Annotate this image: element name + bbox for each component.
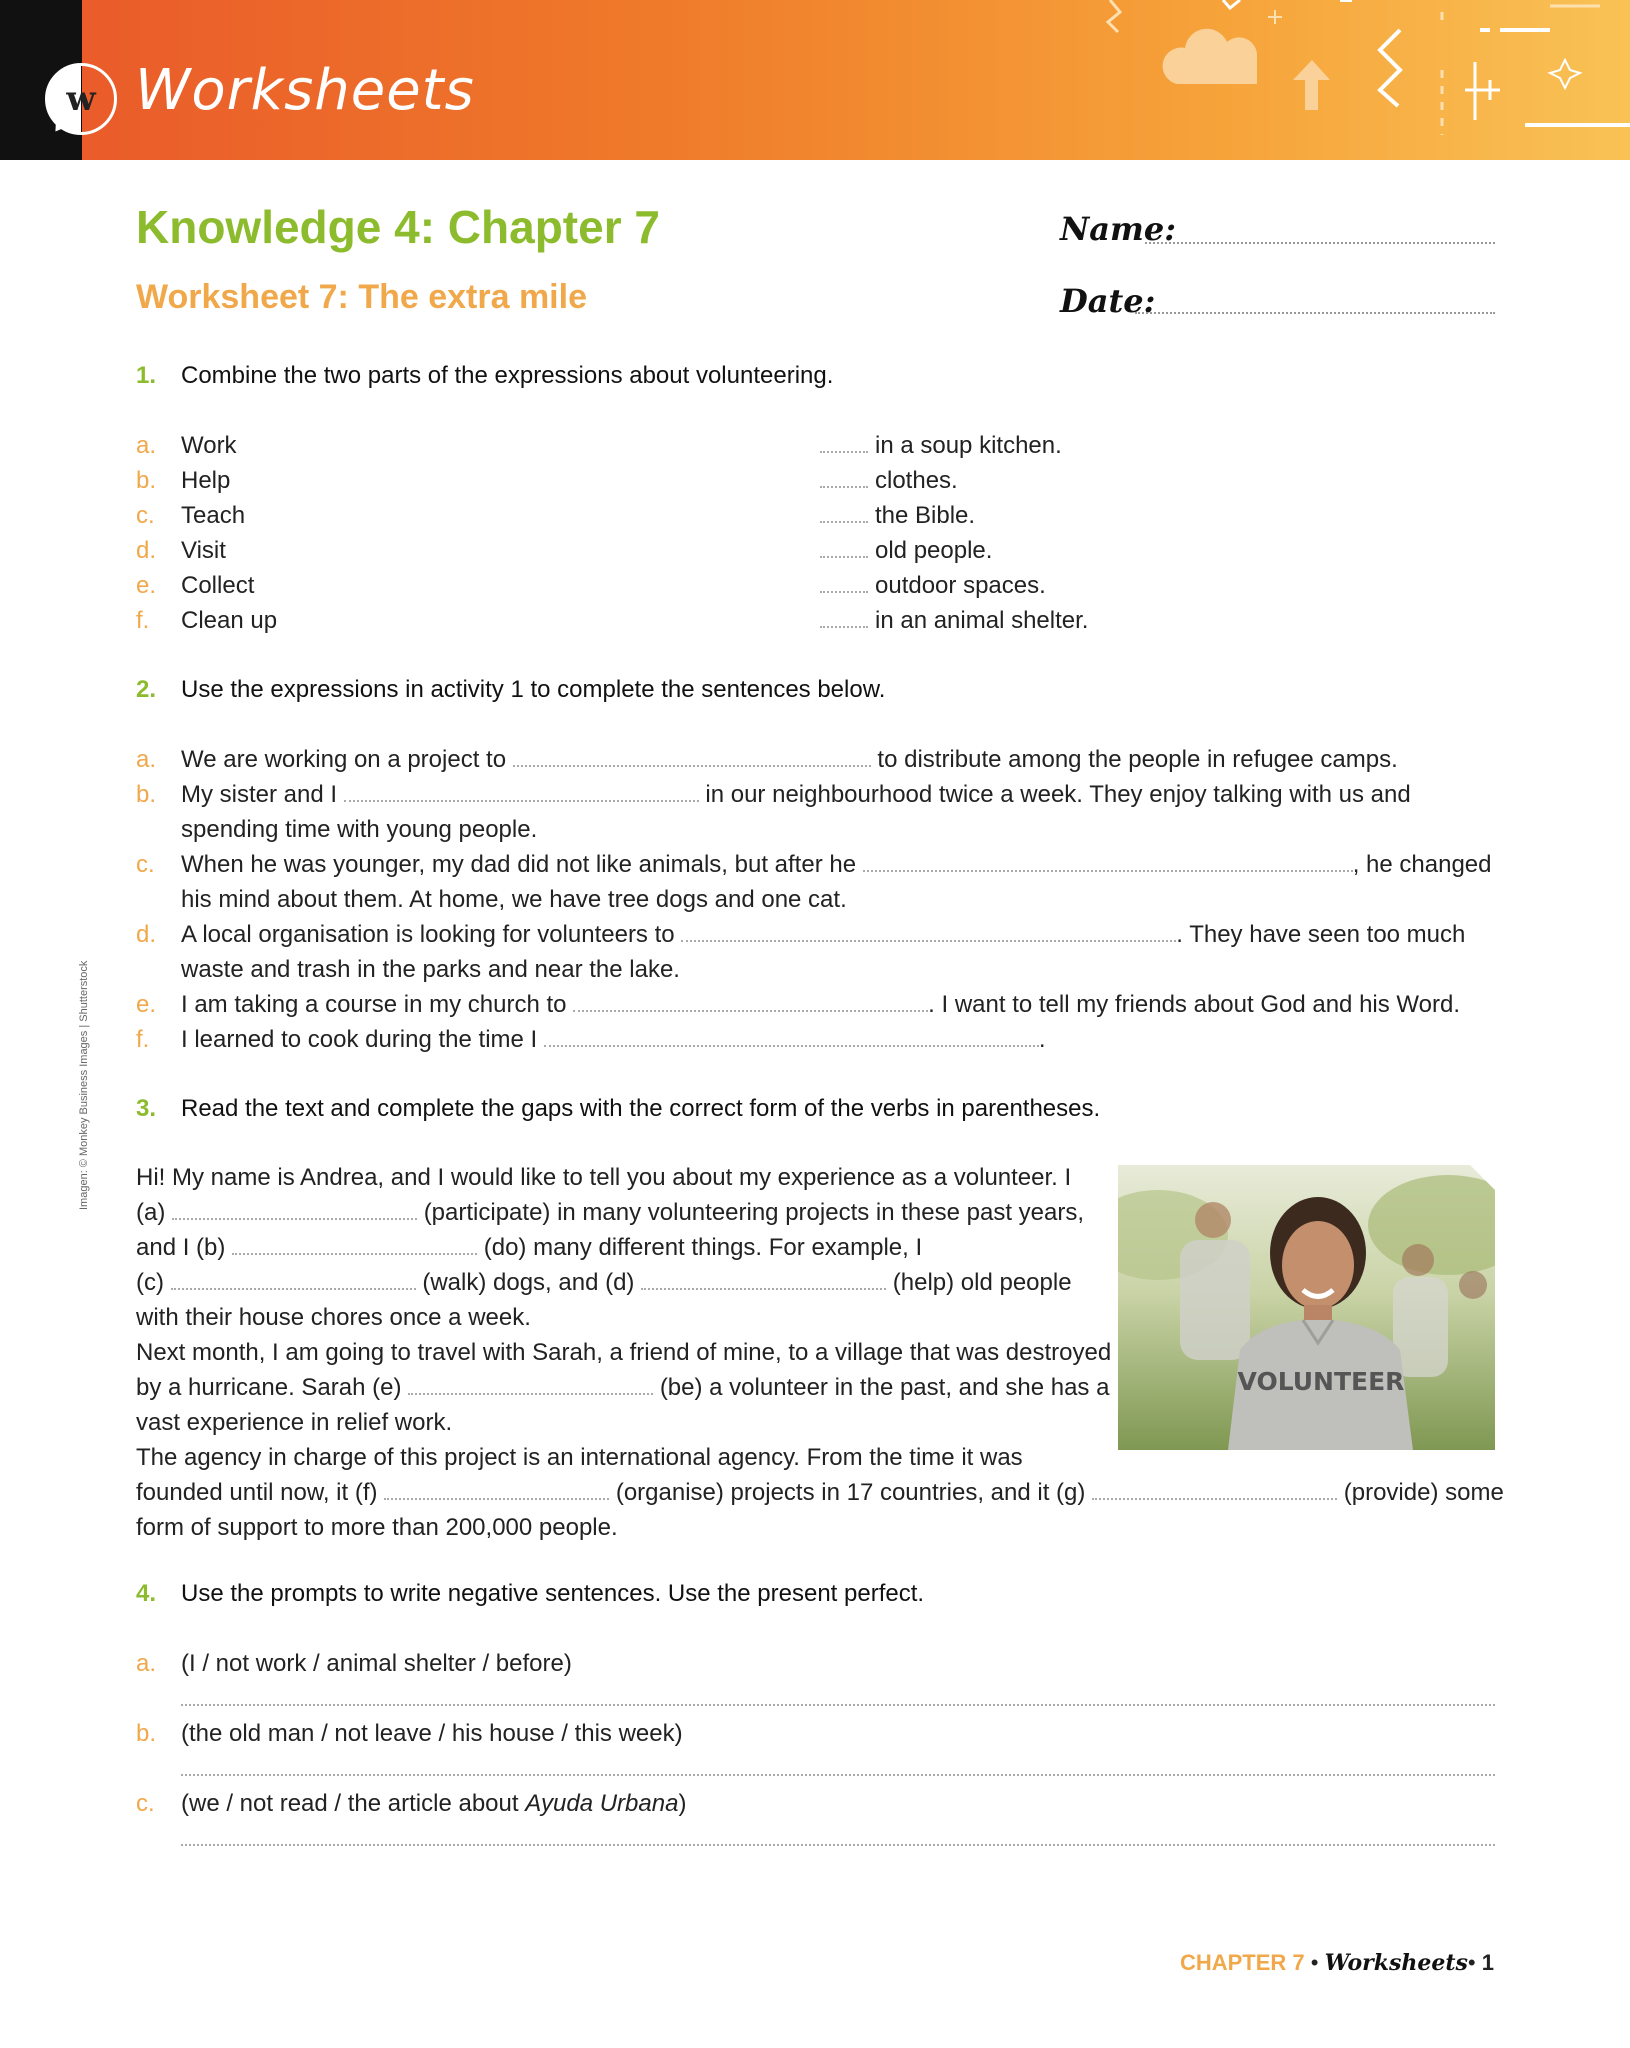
q3-text: founded until now, it (f): [136, 1479, 378, 1506]
q3-text-line: [136, 1195, 1084, 1230]
q3-text: (do) many different things. For example, I: [483, 1234, 923, 1261]
footer-separator: •: [1304, 1950, 1325, 1975]
image-credit: Imagen: © Monkey Business Images | Shutterstock: [78, 960, 90, 1210]
q3-gap-d[interactable]: [641, 1270, 886, 1290]
q2-letter: b.: [136, 781, 157, 808]
q2-text: . I want to tell my friends about God and his Word.: [928, 991, 1460, 1018]
q3-text: by a hurricane. Sarah (e): [136, 1374, 402, 1401]
q2-text: to distribute among the people in refugee camps.: [877, 746, 1398, 773]
header-banner: [0, 0, 1630, 160]
footer-page-separator: •: [1467, 1950, 1482, 1975]
banner-title: Worksheets: [135, 58, 475, 123]
q2-sentence: [181, 847, 1492, 882]
q2-answer-gap[interactable]: [513, 747, 871, 767]
q1-answer-slot[interactable]: [820, 568, 868, 603]
q2-sentence-cont: his mind about them. At home, we have tree dogs and one cat.: [181, 886, 847, 913]
q1-left: Teach: [181, 502, 246, 529]
q2-answer-gap[interactable]: [344, 782, 699, 802]
q3-text: (a): [136, 1199, 166, 1226]
q3-gap-c[interactable]: [171, 1270, 416, 1290]
chapter-title: Knowledge 4: Chapter 7: [136, 201, 660, 253]
q2-letter: d.: [136, 921, 157, 948]
q2-instruction: Use the expressions in activity 1 to complete the sentences below.: [181, 676, 886, 703]
q1-answer-slot[interactable]: [820, 463, 868, 498]
q4-prompt-text: (we / not read / the article about: [181, 1790, 526, 1817]
q2-text: . They have seen too much: [1176, 921, 1466, 948]
footer-chapter: CHAPTER 7: [1179, 1950, 1305, 1975]
q2-text: in our neighbourhood twice a week. They enjoy talking with us and: [705, 781, 1411, 808]
q2-letter: f.: [136, 1026, 150, 1053]
q4-prompt: (the old man / not leave / his house / this week): [181, 1720, 683, 1747]
q3-gap-b[interactable]: [232, 1235, 477, 1255]
volunteer-shirt-text: VOLUNTEER: [1237, 1367, 1405, 1396]
banner-decoration-icon: [1080, 0, 1630, 160]
q3-text-line: with their house chores once a week.: [136, 1304, 531, 1331]
q2-text: .: [1038, 1026, 1046, 1053]
q2-text: , he changed: [1352, 851, 1492, 878]
q2-letter: c.: [136, 851, 155, 878]
q2-text: I am taking a course in my church to: [181, 991, 567, 1018]
q1-right: in an animal shelter.: [875, 607, 1089, 634]
q4-prompt-emphasis: Ayuda Urbana: [525, 1790, 679, 1817]
q1-right: the Bible.: [875, 502, 976, 529]
volunteer-photo-illustration: [1118, 1165, 1495, 1450]
q1-number: 1.: [136, 362, 157, 389]
q4-prompt: [181, 1786, 686, 1821]
q3-gap-f[interactable]: [384, 1480, 609, 1500]
q2-letter: e.: [136, 991, 157, 1018]
q3-text: (c): [136, 1269, 164, 1296]
q2-sentence: [181, 777, 1411, 812]
q2-sentence: [181, 1022, 1046, 1057]
q1-instruction: Combine the two parts of the expressions about volunteering.: [181, 362, 834, 389]
q2-sentence: [181, 742, 1398, 777]
q3-gap-g[interactable]: [1092, 1480, 1337, 1500]
q3-text: (participate) in many volunteering projects in these past years,: [423, 1199, 1085, 1226]
q3-text-line: [136, 1475, 1504, 1510]
q1-answer-slot[interactable]: [820, 428, 868, 463]
q3-gap-e[interactable]: [408, 1375, 653, 1395]
page-number: 1: [1481, 1950, 1494, 1975]
q2-text: A local organisation is looking for volunteers to: [181, 921, 675, 948]
q4-prompt-text: ): [678, 1790, 687, 1817]
q1-right: outdoor spaces.: [875, 572, 1046, 599]
q3-text-line: vast experience in relief work.: [136, 1409, 453, 1436]
q1-right: in a soup kitchen.: [875, 432, 1062, 459]
q4-prompt: (I / not work / animal shelter / before): [181, 1650, 572, 1677]
q3-text: (help) old people: [892, 1269, 1072, 1296]
q2-sentence: [181, 987, 1460, 1022]
worksheet-title: Worksheet 7: The extra mile: [136, 278, 587, 316]
q3-text: (organise) projects in 17 countries, and it (g): [615, 1479, 1086, 1506]
q3-text: (provide) some: [1343, 1479, 1504, 1506]
q3-text-line: The agency in charge of this project is an international agency. From the time it was: [136, 1444, 1023, 1471]
name-input-line[interactable]: [1145, 242, 1495, 244]
q3-text-line: Hi! My name is Andrea, and I would like to tell you about my experience as a volunteer. I: [136, 1164, 1072, 1191]
q4-letter: b.: [136, 1720, 157, 1747]
q2-answer-gap[interactable]: [681, 922, 1176, 942]
q4-letter: c.: [136, 1790, 155, 1817]
q4-number: 4.: [136, 1580, 157, 1607]
q4-answer-line[interactable]: [181, 1704, 1495, 1706]
q1-right: old people.: [875, 537, 993, 564]
date-label: Date:: [1060, 282, 1156, 320]
q3-text-line: Next month, I am going to travel with Sarah, a friend of mine, to a village that was destroyed: [136, 1339, 1112, 1366]
q3-text-line: [136, 1265, 1072, 1300]
q2-number: 2.: [136, 676, 157, 703]
q3-text-line: form of support to more than 200,000 people.: [136, 1514, 618, 1541]
q1-letter: c.: [136, 502, 155, 529]
q2-text: We are working on a project to: [181, 746, 507, 773]
q3-text: (be) a volunteer in the past, and she has a: [659, 1374, 1110, 1401]
q3-gap-a[interactable]: [172, 1200, 417, 1220]
q3-text-line: [136, 1370, 1109, 1405]
q4-instruction: Use the prompts to write negative sentences. Use the present perfect.: [181, 1580, 925, 1607]
q2-sentence-cont: waste and trash in the parks and near the lake.: [181, 956, 680, 983]
q1-letter: e.: [136, 572, 157, 599]
q1-answer-slot[interactable]: [820, 603, 868, 638]
q1-left: Help: [181, 467, 231, 494]
q2-sentence: [181, 917, 1465, 952]
footer-worksheets: Worksheets: [1324, 1950, 1468, 1976]
q3-number: 3.: [136, 1095, 157, 1122]
q4-answer-line[interactable]: [181, 1844, 1495, 1846]
q2-letter: a.: [136, 746, 157, 773]
page-footer: [1180, 1950, 1494, 1976]
q2-sentence-cont: spending time with young people.: [181, 816, 538, 843]
q1-left: Collect: [181, 572, 255, 599]
q3-text: and I (b): [136, 1234, 226, 1261]
q2-text: I learned to cook during the time I: [181, 1026, 538, 1053]
q1-letter: f.: [136, 607, 150, 634]
q3-text: (walk) dogs, and (d): [422, 1269, 635, 1296]
q1-letter: a.: [136, 432, 157, 459]
q1-left: Visit: [181, 537, 226, 564]
q1-letter: d.: [136, 537, 157, 564]
q4-letter: a.: [136, 1650, 157, 1677]
q1-left: Clean up: [181, 607, 278, 634]
q2-answer-gap[interactable]: [863, 852, 1353, 872]
logo-letter: w: [66, 79, 96, 119]
date-input-line[interactable]: [1135, 312, 1495, 314]
q1-letter: b.: [136, 467, 157, 494]
q4-answer-line[interactable]: [181, 1774, 1495, 1776]
q3-instruction: Read the text and complete the gaps with the correct form of the verbs in parentheses.: [181, 1095, 1101, 1122]
volunteer-photo: [1118, 1165, 1495, 1450]
q1-left: Work: [181, 432, 237, 459]
q3-text-line: [136, 1230, 922, 1265]
q2-answer-gap[interactable]: [544, 1027, 1039, 1047]
q1-answer-slot[interactable]: [820, 533, 868, 568]
q2-text: When he was younger, my dad did not like animals, but after he: [181, 851, 857, 878]
q1-right: clothes.: [875, 467, 958, 494]
q1-answer-slot[interactable]: [820, 498, 868, 533]
q2-text: My sister and I: [181, 781, 338, 808]
name-label: Name:: [1060, 210, 1177, 248]
q2-answer-gap[interactable]: [573, 992, 928, 1012]
